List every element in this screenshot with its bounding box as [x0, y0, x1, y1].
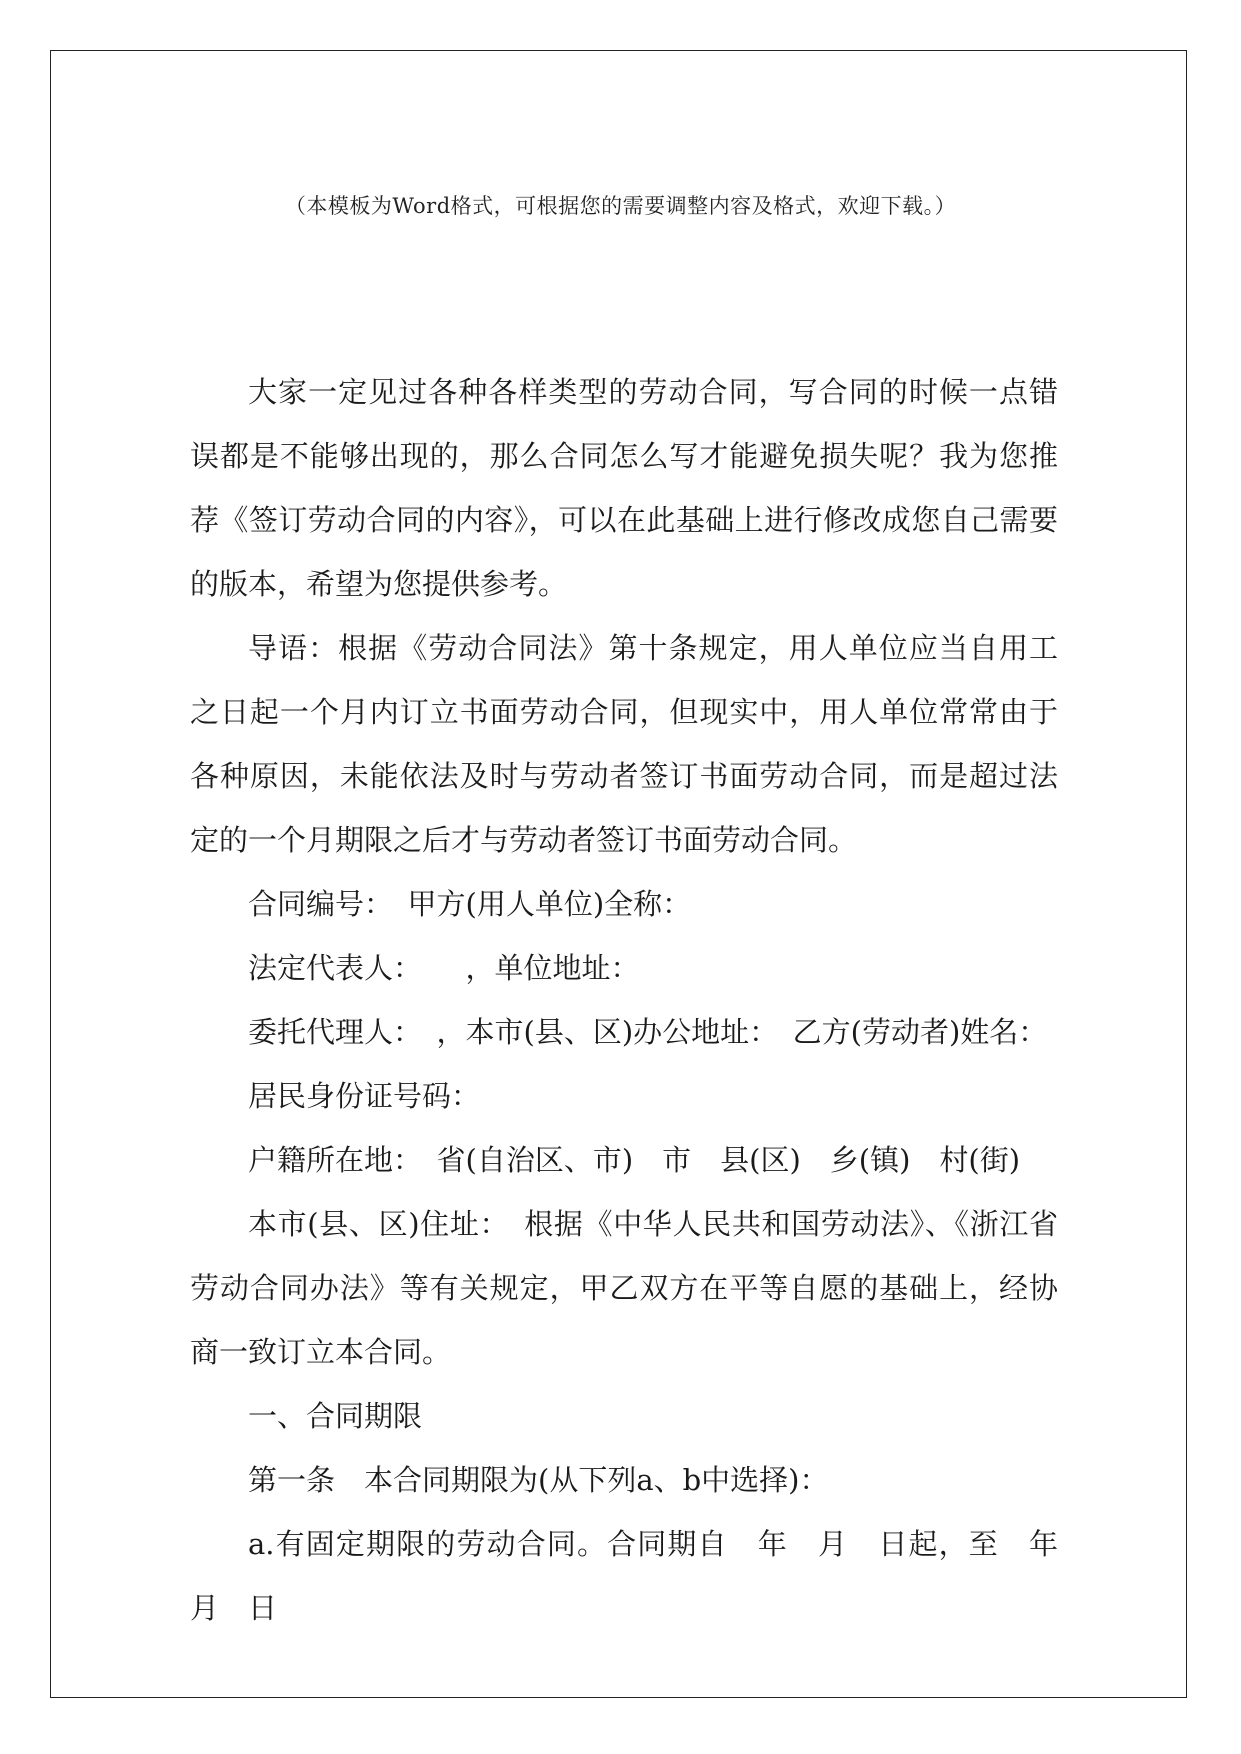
- paragraph-contract-number: 合同编号： 甲方(用人单位)全称：: [248, 887, 692, 921]
- paragraph-agent: 委托代理人： ，本市(县、区)办公地址： 乙方(劳动者)姓名：: [248, 1015, 1048, 1049]
- paragraph-id-number: 居民身份证号码：: [248, 1079, 481, 1113]
- article-one: 第一条 本合同期限为(从下列a、b中选择)：: [248, 1463, 829, 1497]
- paragraph-intro: 大家一定见过各种各样类型的劳动合同，写合同的时候一点错误都是不能够出现的，那么合同怎么写才能避免损失呢？我为您推荐《签订劳动合同的内容》，可以在此基础上进行修改成您自己需要的版本，希望为您提供参考。: [190, 375, 1058, 601]
- paragraph-legal-representative: 法定代表人： ，单位地址：: [248, 951, 640, 985]
- option-a: a.有固定期限的劳动合同。合同期自 年 月 日起，至 年 月 日: [190, 1527, 1088, 1625]
- paragraph-guide: 导语：根据《劳动合同法》第十条规定，用人单位应当自用工之日起一个月内订立书面劳动合同，但现实中，用人单位常常由于各种原因，未能依法及时与劳动者签订书面劳动合同，而是超过法定的一个月期限之后才与劳动者签订书面劳动合同。: [190, 631, 1058, 857]
- template-note: （本模板为Word格式，可根据您的需要调整内容及格式，欢迎下载。）: [284, 194, 957, 218]
- paragraph-residence: 本市(县、区)住址： 根据《中华人民共和国劳动法》、《浙江省劳动合同办法》等有关规定，甲乙双方在平等自愿的基础上，经协商一致订立本合同。: [190, 1207, 1058, 1369]
- section-heading-contract-term: 一、合同期限: [248, 1399, 423, 1433]
- paragraph-household-registration: 户籍所在地： 省(自治区、市) 市 县(区) 乡(镇) 村(街): [248, 1143, 1021, 1177]
- document-body: [190, 360, 1088, 1640]
